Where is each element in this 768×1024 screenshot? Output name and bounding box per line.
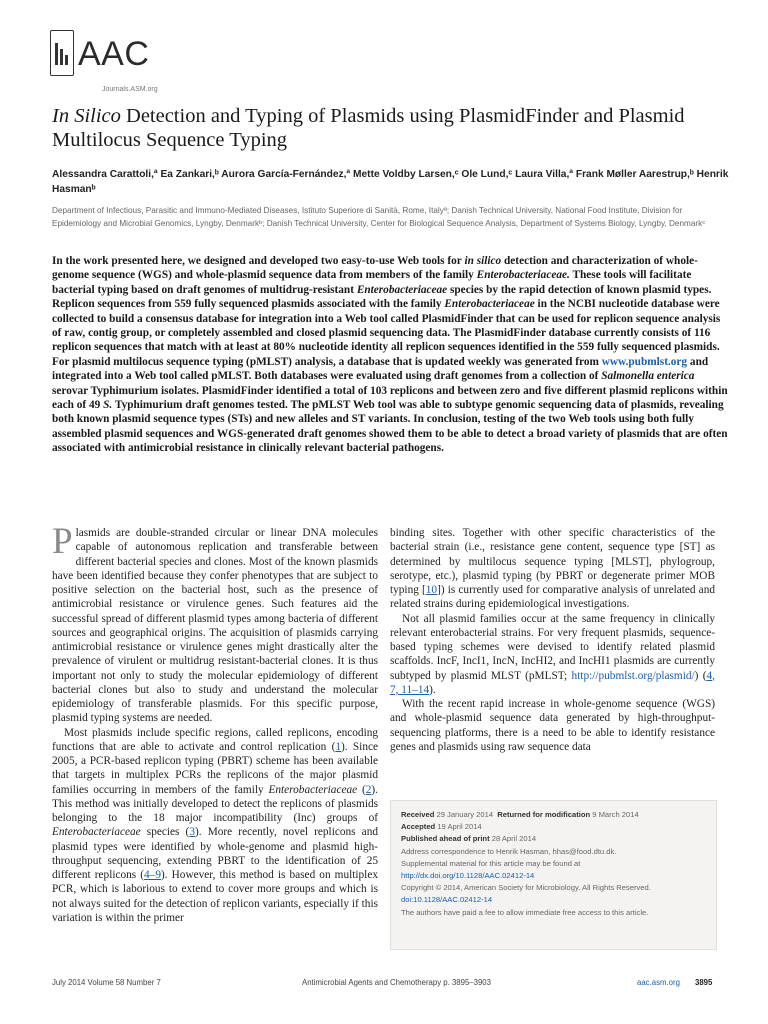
logo-text: AAC bbox=[78, 35, 150, 73]
ref-link[interactable]: 4, 7, 11–14 bbox=[390, 669, 715, 696]
title-italic: In Silico bbox=[52, 105, 121, 127]
copyright-line: Copyright © 2014, American Society for Microbiology. All Rights Reserved. bbox=[401, 883, 651, 893]
affiliations: Department of Infectious, Parasitic and Immuno-Mediated Diseases, Istituto Superiore di Sanità, Rome, Italyª; Danish Technical University, National Food Institute, Division for Epidemiology and Microbial Genomics, Lyngby, Denmarkᵇ; Danish Technical University, Center for Biological Sequence Analysis, Department of Systems Biology, Lyngby, Denmarkᶜ bbox=[52, 206, 706, 228]
logo-subtitle: Journals.ASM.org bbox=[102, 86, 158, 93]
journal-logo bbox=[50, 30, 160, 92]
body-column-left bbox=[52, 521, 378, 925]
ref-link[interactable]: 4–9 bbox=[144, 869, 161, 881]
page-number: 3895 bbox=[695, 978, 713, 987]
abstract: In the work presented here, we designed and developed two easy-to-use Web tools for in silico detection and characterization of whole-genome sequence (WGS) and whole-plasmid sequence data from members of the family Enterobacteriaceae. These tools will facilitate bacterial typing based on draft genomes of multidrug-resistant Enterobacteriaceae species by the rapid detection of known plasmid types. Replicon sequences from 559 fully sequenced plasmids associated with the family Enterobacteriaceae in the NCBI nucleotide database were collected to build a consensus database for integration into a Web tool called PlasmidFinder that can be used for replicon sequence analysis of raw, contig group, or completely assembled and closed plasmid sequencing data. The PlasmidFinder database currently consists of 116 replicon sequences that match with at least at 80% nucleotide identity all replicon sequences identified in the 559 fully sequenced plasmids. For plasmid multilocus sequence typing (pMLST) analysis, a database that is updated weekly was generated from www.pubmlst.org and integrated into a Web tool called pMLST. Both databases were evaluated using draft genomes from a collection of Salmonella enterica serovar Typhimurium isolates. PlasmidFinder identified a total of 103 replicons and between zero and five different plasmid replicons within each of 49 S. Typhimurium draft genomes tested. The pMLST Web tool was able to subtype genomic sequencing data of plasmids, revealing both known plasmid sequence types (STs) and new alleles and ST variants. In conclusion, testing of the two Web tools using both fully assembled plasmid sequences and WGS-generated draft genomes showed them to be able to detect a broad variety of plasmids that are often associated with antimicrobial resistance in clinically relevant bacterial pathogens. bbox=[52, 255, 728, 455]
author-list: Alessandra Carattoli,ª Ea Zankari,ᵇ Aurora García-Fernández,ª Mette Voldby Larsen,ᶜ Ole Lund,ᶜ Laura Villa,ª Frank Møller Aarestrup,ᵇ Henrik Hasmanᵇ bbox=[52, 169, 729, 195]
ref-link[interactable]: 10 bbox=[425, 584, 438, 596]
intro-paragraph-5: With the recent rapid increase in whole-genome sequence (WGS) and whole-plasmid sequence data generated by high-throughput-sequencing platforms, there is a need to be able to identify resistance genes and plasmids using raw sequence data bbox=[390, 698, 715, 753]
article-info-box bbox=[390, 800, 717, 950]
intro-paragraph-4: Not all plasmid families occur at the same frequency in clinically relevant enterobacterial strains. For very frequent plasmids, sequence-based typing schemes were devised to identify related plasmid scaffolds. IncF, IncI1, IncN, IncHI2, and IncHI1 plasmids are currently subtyped by plasmid MLST (pMLST; http://pubmlst.org/plasmid/) (4, 7, 11–14). bbox=[390, 612, 715, 696]
journal-pages: Antimicrobial Agents and Chemotherapy p. 3895–3903 bbox=[302, 978, 491, 987]
issue-info: July 2014 Volume 58 Number 7 bbox=[52, 978, 161, 987]
ref-link[interactable]: 3 bbox=[189, 826, 195, 839]
intro-paragraph-2: Most plasmids include specific regions, called replicons, encoding functions that are able to activate and control replication (1). Since 2005, a PCR-based replicon typing (PBRT) scheme has been available that targets in multiplex PCRs the replicons of the major plasmid families occurring in members of the family Enterobacteriaceae (2). This method was initially developed to detect the replicons of plasmids belonging to the 18 major incompatibility (Inc) groups of Enterobacteriaceae species (3). More recently, novel replicons and plasmid types were identified by whole-genome and plasmid high-throughput sequencing, extending PBRT to the identification of 25 different replicons (4–9). However, this method is based on multiplex PCR, which is laborious to extend to cover more groups and which is not always suited for the detection of replicon variants, especially if this variation is within the primer bbox=[52, 726, 378, 924]
open-access-note: The authors have paid a fee to allow immediate free access to this article. bbox=[401, 907, 649, 917]
asm-logo-icon bbox=[50, 30, 74, 76]
title-rest: Detection and Typing of Plasmids using PlasmidFinder and Plasmid Multilocus Sequence Typing bbox=[52, 105, 685, 151]
supplemental-link[interactable]: http://dx.doi.org/10.1128/AAC.02412-14 bbox=[401, 871, 535, 881]
correspondence-line: Address correspondence to Henrik Hasman, hhas@food.dtu.dk. bbox=[401, 846, 617, 856]
accepted-line: Accepted 19 April 2014 bbox=[401, 822, 482, 832]
intro-paragraph-3: binding sites. Together with other specific characteristics of the bacterial strain (i.e., resistance gene content, sequence type [ST] as determined by multilocus sequence typing [MLST], phylogroup, serotype, etc.), plasmid typing (by PBRT or degenerate primer MOB typing [10]) is currently used for comparative analysis of unrelated and related strains during epidemiological investigations. bbox=[390, 527, 715, 611]
page-footer bbox=[52, 978, 717, 992]
received-line: Received 29 January 2014 Returned for modification 9 March 2014 bbox=[401, 810, 639, 819]
article-title bbox=[52, 104, 732, 152]
drop-cap: P bbox=[52, 521, 73, 562]
ref-link[interactable]: 2 bbox=[365, 783, 372, 796]
pubmlst-plasmid-link[interactable]: http://pubmlst.org/plasmid/ bbox=[571, 669, 695, 682]
published-line: Published ahead of print 28 April 2014 bbox=[401, 834, 537, 844]
doi-link[interactable]: doi:10.1128/AAC.02412-14 bbox=[401, 895, 493, 905]
ref-link[interactable]: 1 bbox=[335, 740, 342, 753]
pubmlst-link[interactable]: www.pubmlst.org bbox=[601, 355, 688, 368]
supplemental-line: Supplemental material for this article may be found at http://dx.doi.org/10.1128/AAC.02412-14 bbox=[401, 858, 581, 881]
intro-paragraph-1: Plasmids are double-stranded circular or linear DNA molecules capable of autonomous replication and transferable between different bacterial species and clones. Most of the known plasmids have been identified because they confer phenotypes that are subject to positive selection on the bacterial host, such as the presence of antimicrobial resistance or virulence genes. Such features aid the successful spread of different plasmid types among bacteria of different sources and geographical origins. The acquisition of plasmids carrying antimicrobial resistance or virulence genes might drastically alter the prevalence of virulent or multidrug resistant-bacterial clones. It is thus important not only to study the molecular epidemiology of different bacterial clones but also to study and understand the molecular epidemiology of transferable plasmids. For this specific purpose, plasmid typing systems are needed. bbox=[52, 521, 378, 725]
journal-url-link[interactable]: aac.asm.org bbox=[637, 978, 680, 987]
body-column-right bbox=[390, 526, 715, 754]
